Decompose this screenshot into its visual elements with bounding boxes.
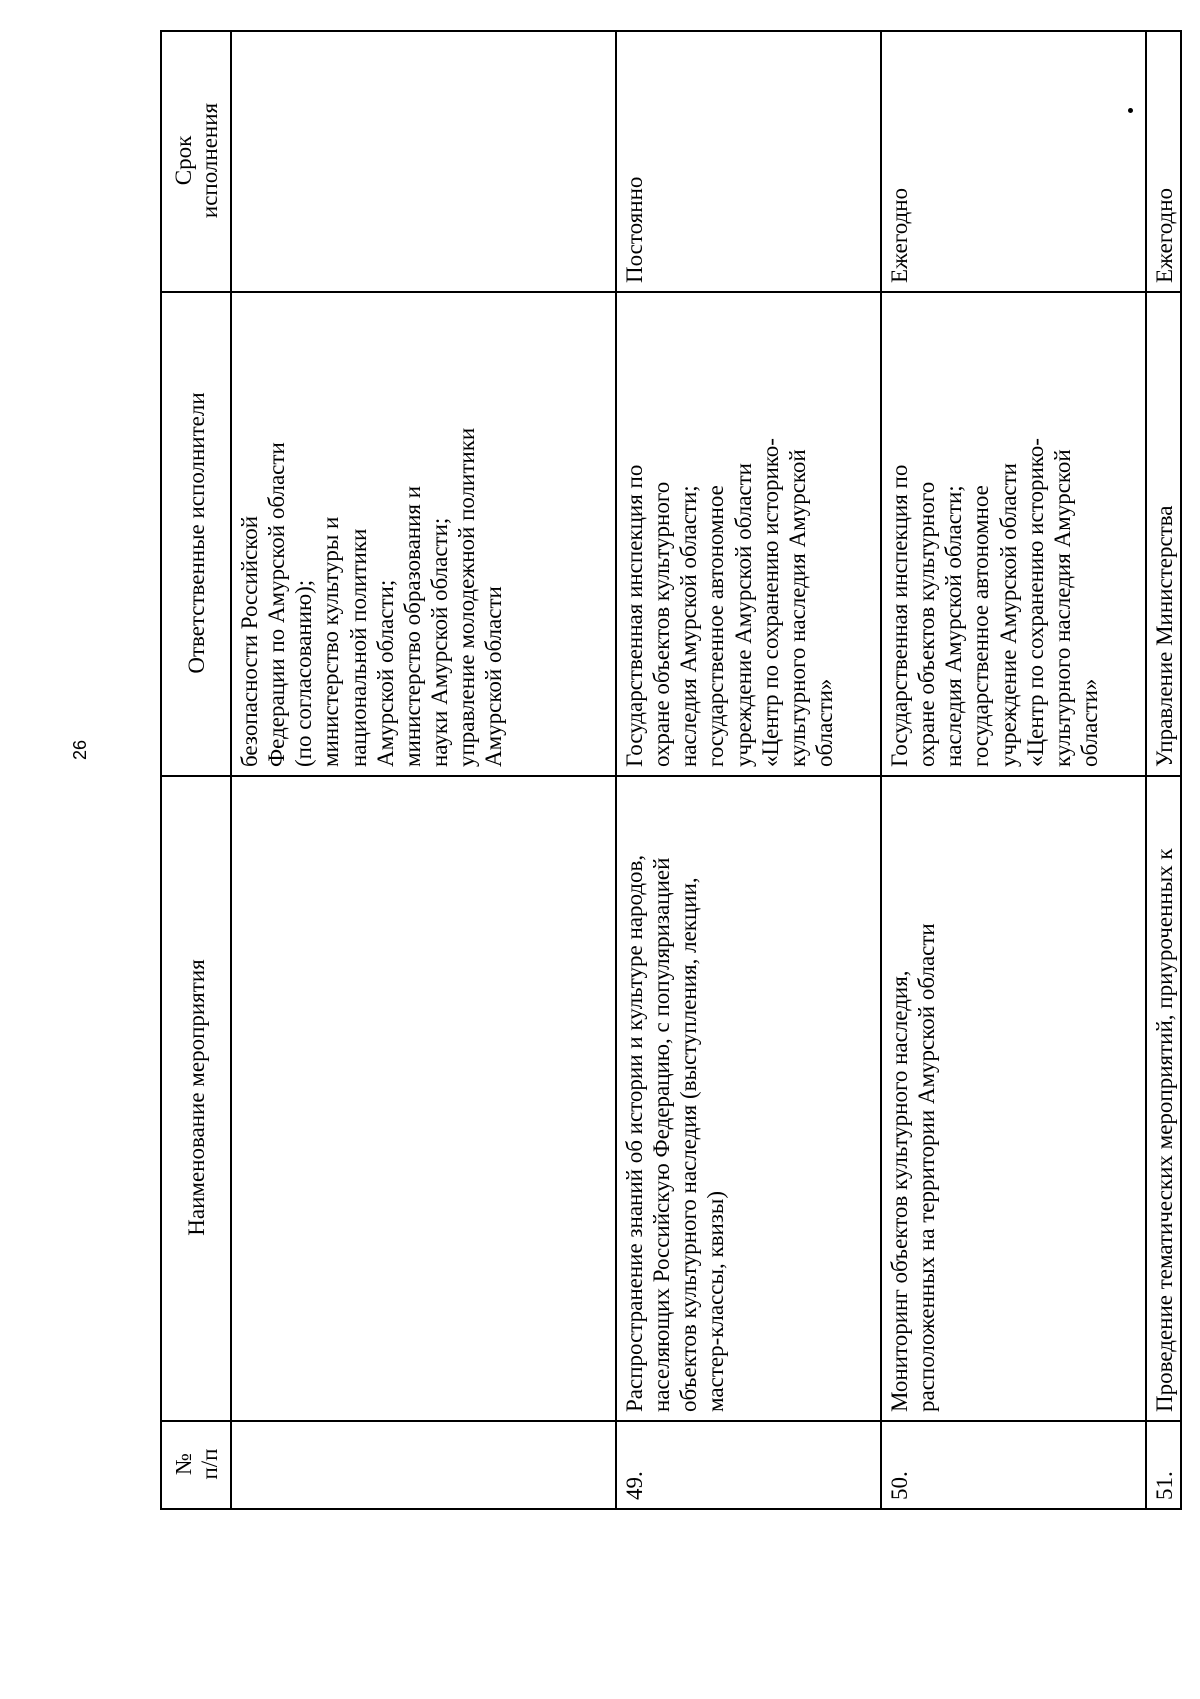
cell-term: [231, 31, 616, 292]
cell-term: Постоянно: [616, 31, 881, 292]
cell-num: 50.: [881, 1421, 1146, 1509]
events-table: [160, 30, 1182, 1510]
cell-num: [231, 1421, 616, 1509]
cell-responsible: Государственная инспекция по охране объектов культурного наследия Амурской области; государственное автономное учреждение Амурской области «Центр по сохранению историко- культурного наследия Амурской области»: [881, 292, 1146, 776]
cell-term: Ежегодно: [1146, 31, 1181, 292]
cell-name: Проведение тематических мероприятий, приуроченных к: [1146, 776, 1181, 1421]
cell-name: Мониторинг объектов культурного наследия, расположенных на территории Амурской области: [881, 776, 1146, 1421]
cell-name: [231, 776, 616, 1421]
cell-name: Распространение знаний об истории и культуре народов, населяющих Российскую Федерацию, с популяризацией объектов культурного наследия (выступления, лекции, мастер-классы, квизы): [616, 776, 881, 1421]
header-term: Срок исполнения: [161, 31, 231, 292]
cell-num: 51.: [1146, 1421, 1181, 1509]
table-row: [231, 31, 616, 1509]
cell-responsible: безопасности Российской Федерации по Амурской области (по согласованию); министерство культуры и национальной политики Амурской области; министерство образования и науки Амурской области; управление молодежной политики Амурской области: [231, 292, 616, 776]
header-name: Наименование мероприятия: [161, 776, 231, 1421]
table-row: [881, 31, 1146, 1509]
header-responsible: Ответственные исполнители: [161, 292, 231, 776]
table-header-row: [161, 31, 231, 1509]
header-num: № п/п: [161, 1421, 231, 1509]
events-table-rotated: [160, 32, 1177, 1510]
page-number: 26: [70, 739, 90, 760]
table-row: [616, 31, 881, 1509]
cell-responsible: Государственная инспекция по охране объектов культурного наследия Амурской области; государственное автономное учреждение Амурской области «Центр по сохранению историко- культурного наследия Амурской области»: [616, 292, 881, 776]
cell-num: 49.: [616, 1421, 881, 1509]
table-row: [1146, 31, 1181, 1509]
cell-responsible: Управление Министерства: [1146, 292, 1181, 776]
cell-term: Ежегодно: [881, 31, 1146, 292]
